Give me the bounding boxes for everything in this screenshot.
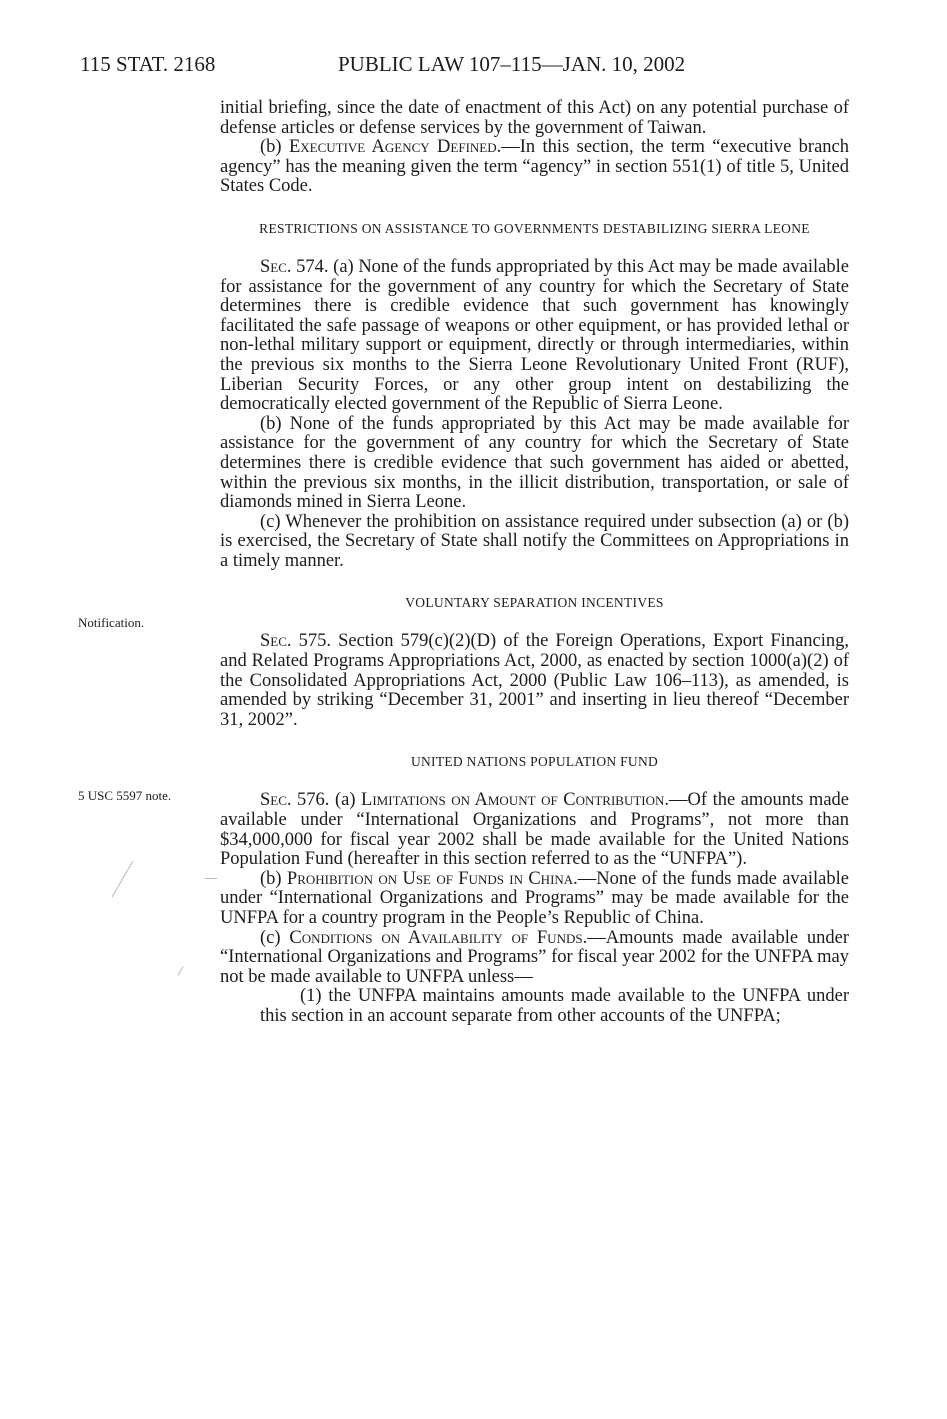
subsection-heading: Limitations on Amount of Contribution. [361, 790, 670, 811]
subsection-label: (b) [260, 137, 289, 158]
subsection-text: —Amounts made available under “International Organizations and Programs” for fiscal year 2002 for the UNFPA may not be made available to UNFPA unless— [220, 927, 849, 987]
subsection-heading: Executive Agency Defined. [288, 137, 502, 158]
subsection-text: (a) None of the funds appropriated by this Act may be made available for assistance for the government of any country for which the Secretary of State determines there is credible evidence that such government has knowingly facilitated the safe passage of weapons or other equipment, or has provided lethal or non-lethal military support or equipment, directly or through intermediaries, within the previous six months to the Sierra Leone Revolutionary United Front (RUF), Liberian Security Forces, or any other group intent on destabilizing the democratically elected government of the Republic of Sierra Leone. [220, 256, 849, 415]
public-law-title: PUBLIC LAW 107–115—JAN. 10, 2002 [338, 52, 686, 76]
margin-note-usc: 5 USC 5597 note. [78, 788, 172, 803]
document-body [220, 99, 849, 1027]
subsection-label: (a) [329, 790, 362, 811]
subsection-label: (b) [260, 868, 287, 889]
subsection-heading: Prohibition on Use of Funds in China. [286, 868, 578, 889]
section-heading-575: VOLUNTARY SEPARATION INCENTIVES [405, 595, 664, 611]
section-heading-574: RESTRICTIONS ON ASSISTANCE TO GOVERNMENTS DESTABILIZING SIERRA LEONE [259, 220, 810, 236]
subsection-text: —Of the amounts made available under “International Organizations and Programs”, not more than $34,000,000 for fiscal year 2002 shall be made available for the United Nations Population Fund (hereafter in this section referred to as the “UNFPA”). [220, 790, 849, 870]
paragraph-575 [220, 632, 849, 730]
paragraph-574-c: (c) Whenever the prohibition on assistance required under subsection (a) or (b) is exercised, the Secretary of State shall notify the Committees on Appropriations in a timely manner. [220, 511, 849, 571]
paragraph-576-a [220, 791, 849, 869]
scan-mark [205, 878, 217, 879]
statute-page-number: 115 STAT. 2168 [80, 52, 216, 76]
page-header [80, 50, 850, 80]
subsection-heading: Conditions on Availability of Funds. [289, 927, 588, 948]
paragraph-576-b [220, 870, 849, 929]
paragraph-576-c-1: (1) the UNFPA maintains amounts made available to the UNFPA under this section in an account separate from other accounts of the UNFPA; [260, 986, 849, 1026]
paragraph-574-b: (b) None of the funds appropriated by this Act may be made available for assistance for the government of any country for which the Secretary of State determines there is credible evidence that such government has aided or abetted, within the previous six months, in the illicit distribution, transportation, or sale of diamonds mined in Sierra Leone. [220, 413, 849, 513]
scan-mark [112, 861, 134, 898]
section-number: Sec. 574. [260, 256, 329, 277]
subsection-text: Section 579(c)(2)(D) of the Foreign Operations, Export Financing, and Related Programs Appropriations Act, 2000, as enacted by section 1000(a)(2) of the Consolidated Appropriations Act, 2000 (Public Law 106–113), as amended, is amended by striking “December 31, 2001” and inserting in lieu thereof “December 31, 2002”. [220, 631, 849, 730]
section-number: Sec. 575. [260, 631, 331, 652]
section-number: Sec. 576. [260, 790, 330, 811]
margin-note-notification: Notification. [78, 615, 145, 630]
paragraph-executive-agency-defined [220, 138, 849, 197]
scan-mark [178, 966, 184, 975]
paragraph-taiwan-briefing: initial briefing, since the date of enactment of this Act) on any potential purchase of defense articles or defense services by the government of Taiwan. [220, 98, 849, 138]
subsection-text: —In this section, the term “executive branch agency” has the meaning given the term “agency” in section 551(1) of title 5, United States Code. [220, 137, 849, 197]
section-heading-576: UNITED NATIONS POPULATION FUND [410, 754, 659, 770]
paragraph-576-c [220, 929, 849, 988]
subsection-label: (c) [260, 927, 290, 948]
paragraph-574-a [220, 258, 849, 415]
subsection-text: —None of the funds made available under “International Organizations and Programs” may be made available for the UNFPA for a country program in the People’s Republic of China. [220, 868, 849, 928]
